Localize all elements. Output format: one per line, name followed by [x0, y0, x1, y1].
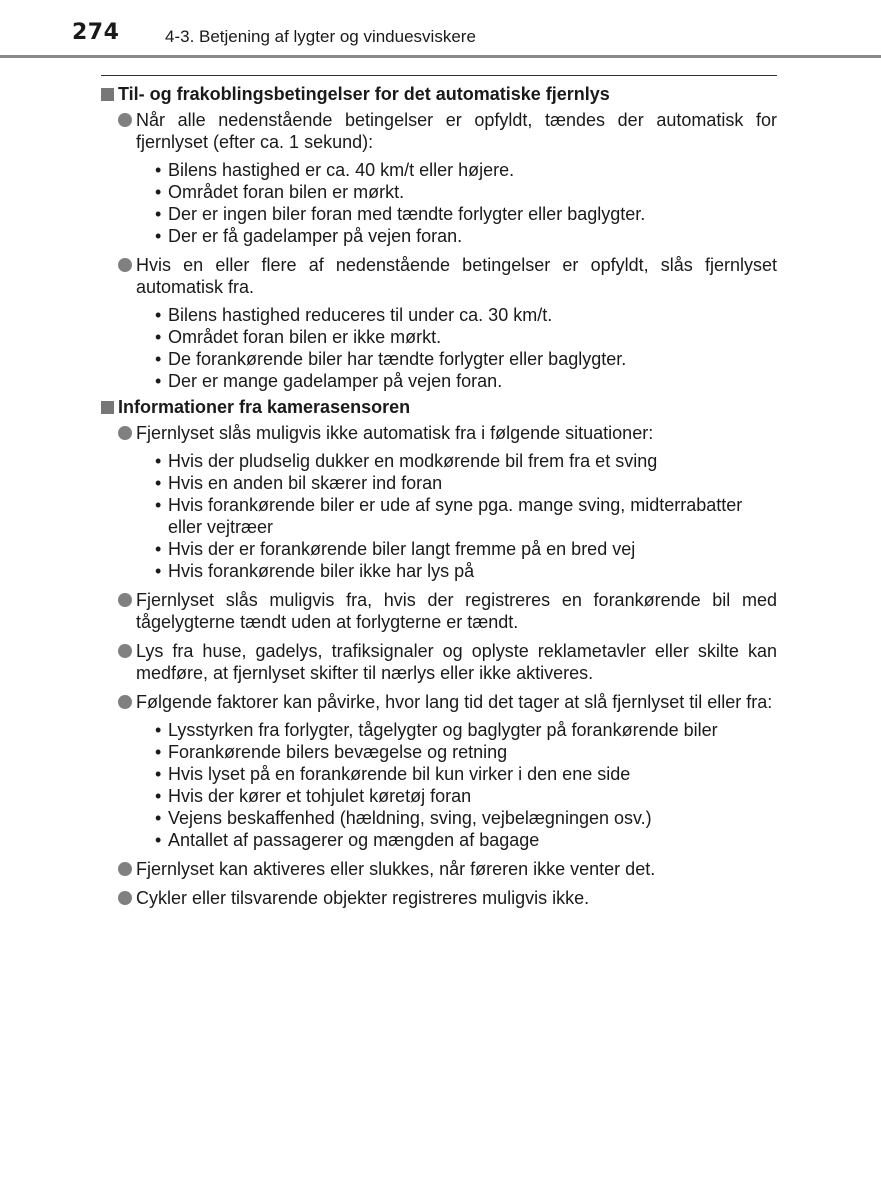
list-item-text: Følgende faktorer kan påvirke, hvor lang tid det tager at slå fjernlyset til eller fra: [136, 692, 773, 712]
sub-bullet-item [152, 304, 777, 326]
list-item [101, 422, 777, 582]
sub-bullet-item [152, 181, 777, 203]
bullet-dot-icon: • [155, 720, 162, 740]
bullet-dot-icon: • [155, 539, 162, 559]
sub-bullet-item [152, 450, 777, 472]
bullet-dot-icon: • [155, 305, 162, 325]
list-item [101, 640, 777, 684]
sub-bullet-text: Der er mange gadelamper på vejen foran. [168, 371, 503, 391]
section-heading [101, 83, 777, 105]
sub-bullet-item [152, 560, 777, 582]
list-item-text: Fjernlyset slås muligvis fra, hvis der registreres en forankørende bil med tågelygterne tændt uden at forlygterne er tændt. [136, 590, 777, 632]
list-item [101, 858, 777, 880]
square-bullet-icon [101, 401, 114, 414]
section [101, 396, 777, 909]
list-item-text: Fjernlyset kan aktiveres eller slukkes, når føreren ikke venter det. [136, 859, 656, 879]
circle-bullet-icon [118, 258, 132, 272]
bullet-dot-icon: • [155, 808, 162, 828]
sub-bullet-list [136, 450, 777, 582]
sub-bullet-text: Vejens beskaffenhed (hældning, sving, vejbelægningen osv.) [168, 808, 652, 828]
sub-bullet-item [152, 741, 777, 763]
bullet-dot-icon: • [155, 371, 162, 391]
circle-bullet-icon [118, 113, 132, 127]
list-item [101, 109, 777, 247]
sub-bullet-item [152, 348, 777, 370]
bullet-dot-icon: • [155, 473, 162, 493]
sub-bullet-text: Hvis forankørende biler ikke har lys på [168, 561, 475, 581]
list-item-text: Lys fra huse, gadelys, trafiksignaler og oplyste reklametavler eller skilte kan medføre, at fjernlyset skifter til nærlys eller ikke aktiveres. [136, 641, 777, 683]
sub-bullet-item [152, 326, 777, 348]
sub-bullet-text: Hvis forankørende biler er ude af syne pga. mange sving, midterrabatter eller vejtræer [168, 495, 743, 537]
bullet-dot-icon: • [155, 830, 162, 850]
bullet-dot-icon: • [155, 327, 162, 347]
sub-bullet-text: Bilens hastighed reduceres til under ca. 30 km/t. [168, 305, 553, 325]
bullet-dot-icon: • [155, 764, 162, 784]
list-item-text: Hvis en eller flere af nedenstående betingelser er opfyldt, slås fjernlyset automatisk fra. [136, 255, 777, 297]
sub-bullet-text: De forankørende biler har tændte forlygter eller baglygter. [168, 349, 627, 369]
circle-bullet-icon [118, 426, 132, 440]
sub-bullet-text: Hvis der pludselig dukker en modkørende bil frem fra et sving [168, 451, 658, 471]
chapter-title: 4-3. Betjening af lygter og vinduesviskere [165, 27, 476, 46]
bullet-dot-icon: • [155, 561, 162, 581]
sub-bullet-item [152, 829, 777, 851]
bullet-dot-icon: • [155, 495, 162, 515]
list-item-text: Fjernlyset slås muligvis ikke automatisk fra i følgende situationer: [136, 423, 654, 443]
list-item [101, 887, 777, 909]
sub-bullet-list [136, 159, 777, 247]
sub-bullet-text: Området foran bilen er ikke mørkt. [168, 327, 442, 347]
circle-bullet-icon [118, 891, 132, 905]
sub-bullet-text: Lysstyrken fra forlygter, tågelygter og baglygter på forankørende biler [168, 720, 718, 740]
bullet-dot-icon: • [155, 742, 162, 762]
list-item-text: Når alle nedenstående betingelser er opfyldt, tændes der automatisk for fjernlyset (efter ca. 1 sekund): [136, 110, 777, 152]
bullet-dot-icon: • [155, 786, 162, 806]
section-heading-text: Til- og frakoblingsbetingelser for det automatiske fjernlys [118, 84, 610, 104]
bullet-dot-icon: • [155, 451, 162, 471]
circle-bullet-icon [118, 695, 132, 709]
bullet-dot-icon: • [155, 182, 162, 202]
section-heading [101, 396, 777, 418]
list-item [101, 589, 777, 633]
list-item [101, 254, 777, 392]
sub-bullet-text: Området foran bilen er mørkt. [168, 182, 405, 202]
sub-bullet-item [152, 538, 777, 560]
section [101, 83, 777, 392]
sub-bullet-list [136, 719, 777, 851]
sub-bullet-item [152, 719, 777, 741]
sub-bullet-text: Bilens hastighed er ca. 40 km/t eller højere. [168, 160, 515, 180]
sub-bullet-item [152, 785, 777, 807]
sub-bullet-item [152, 370, 777, 392]
circle-bullet-icon [118, 862, 132, 876]
sub-bullet-item [152, 472, 777, 494]
bullet-dot-icon: • [155, 204, 162, 224]
section-divider [101, 75, 777, 76]
sub-bullet-item [152, 494, 777, 538]
sub-bullet-text: Hvis der kører et tohjulet køretøj foran [168, 786, 472, 806]
bullet-dot-icon: • [155, 226, 162, 246]
sub-bullet-item [152, 159, 777, 181]
bullet-dot-icon: • [155, 349, 162, 369]
sub-bullet-text: Forankørende bilers bevægelse og retning [168, 742, 508, 762]
list-item [101, 691, 777, 851]
square-bullet-icon [101, 88, 114, 101]
page-content [101, 83, 777, 909]
section-heading-text: Informationer fra kamerasensoren [118, 397, 411, 417]
sub-bullet-item [152, 763, 777, 785]
sub-bullet-text: Der er få gadelamper på vejen foran. [168, 226, 463, 246]
sub-bullet-list [136, 304, 777, 392]
sub-bullet-item [152, 225, 777, 247]
sub-bullet-text: Hvis der er forankørende biler langt fremme på en bred vej [168, 539, 636, 559]
sub-bullet-item [152, 807, 777, 829]
sub-bullet-item [152, 203, 777, 225]
sub-bullet-text: Der er ingen biler foran med tændte forlygter eller baglygter. [168, 204, 646, 224]
list-item-text: Cykler eller tilsvarende objekter registreres muligvis ikke. [136, 888, 590, 908]
sub-bullet-text: Hvis en anden bil skærer ind foran [168, 473, 443, 493]
page-number: 274 [72, 20, 120, 45]
sub-bullet-text: Hvis lyset på en forankørende bil kun virker i den ene side [168, 764, 631, 784]
sub-bullet-text: Antallet af passagerer og mængden af bagage [168, 830, 540, 850]
circle-bullet-icon [118, 593, 132, 607]
bullet-dot-icon: • [155, 160, 162, 180]
circle-bullet-icon [118, 644, 132, 658]
header-divider [0, 55, 881, 58]
